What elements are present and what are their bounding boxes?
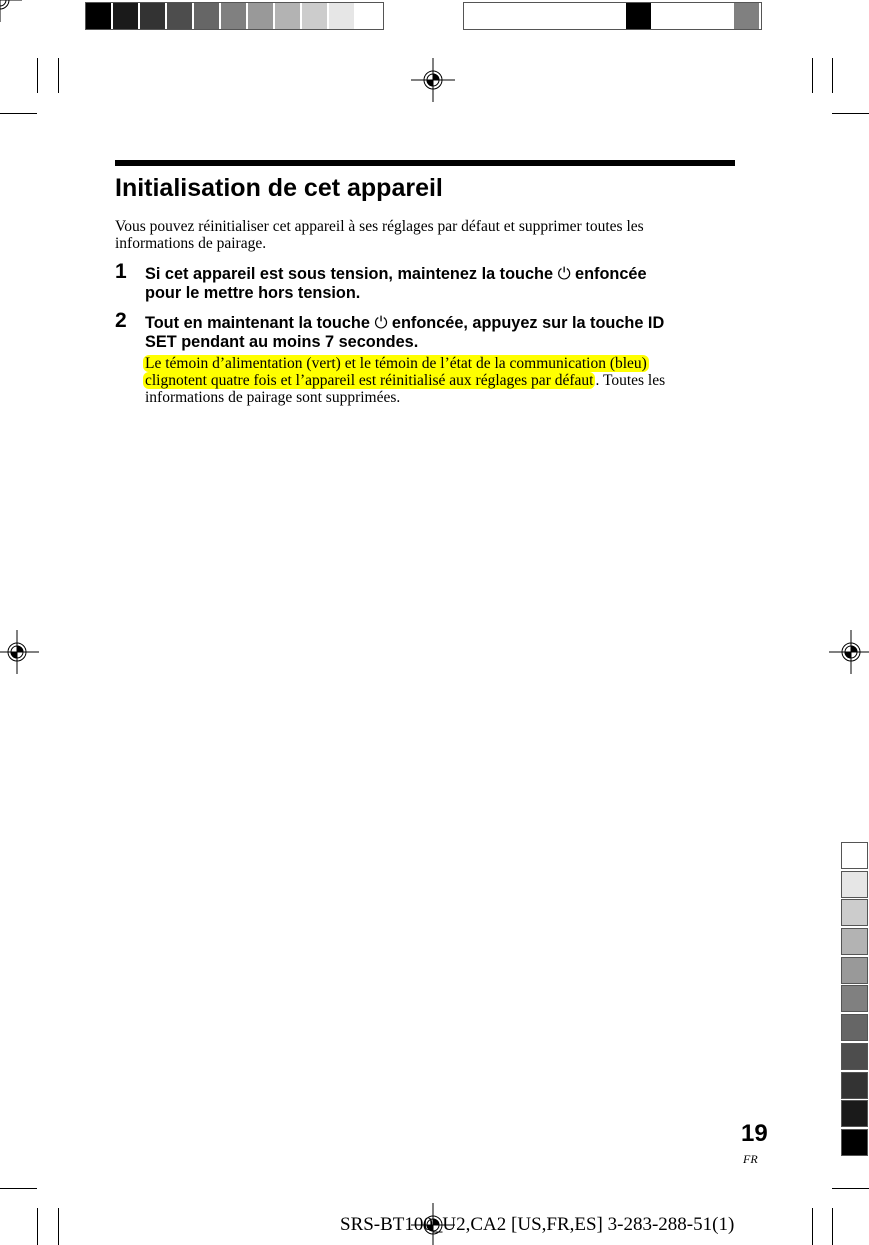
- power-icon: ⏻: [374, 314, 388, 332]
- page-number: 19: [741, 1120, 768, 1147]
- note-text: . Toutes les: [595, 372, 666, 389]
- page-title: Initialisation de cet appareil: [115, 174, 443, 202]
- intro-line: informations de pairage.: [115, 235, 267, 252]
- step-text: Tout en maintenant la touche: [145, 314, 370, 332]
- step-text: enfoncée: [575, 265, 647, 283]
- highlighted-text: clignotent quatre fois et l’appareil est réinitialisé aux réglages par défaut: [145, 372, 594, 389]
- heading-rule: [115, 160, 735, 166]
- step-1-text: [145, 265, 647, 303]
- step-2-text: [145, 314, 664, 352]
- step-text: Si cet appareil est sous tension, maintenez la touche: [145, 265, 554, 283]
- step-text: pour le mettre hors tension.: [145, 284, 361, 302]
- note-text: informations de pairage sont supprimées.: [145, 389, 401, 406]
- power-icon: ⏻: [557, 265, 571, 283]
- step-text: SET pendant au moins 7 secondes.: [145, 333, 419, 351]
- highlighted-text: Le témoin d’alimentation (vert) et le témoin de l’état de la communication (bleu): [145, 355, 647, 372]
- step-2-note: [143, 355, 665, 406]
- step-number: 1: [115, 260, 127, 283]
- footer-code: SRS-BT100_U2,CA2 [US,FR,ES] 3-283-288-51(1): [340, 1214, 735, 1235]
- intro-text: [115, 218, 644, 252]
- step-text: enfoncée, appuyez sur la touche ID: [391, 314, 665, 332]
- language-code: FR: [743, 1152, 758, 1166]
- intro-line: Vous pouvez réinitialiser cet appareil à ses réglages par défaut et supprimer toutes les: [115, 218, 644, 235]
- step-number: 2: [115, 309, 127, 332]
